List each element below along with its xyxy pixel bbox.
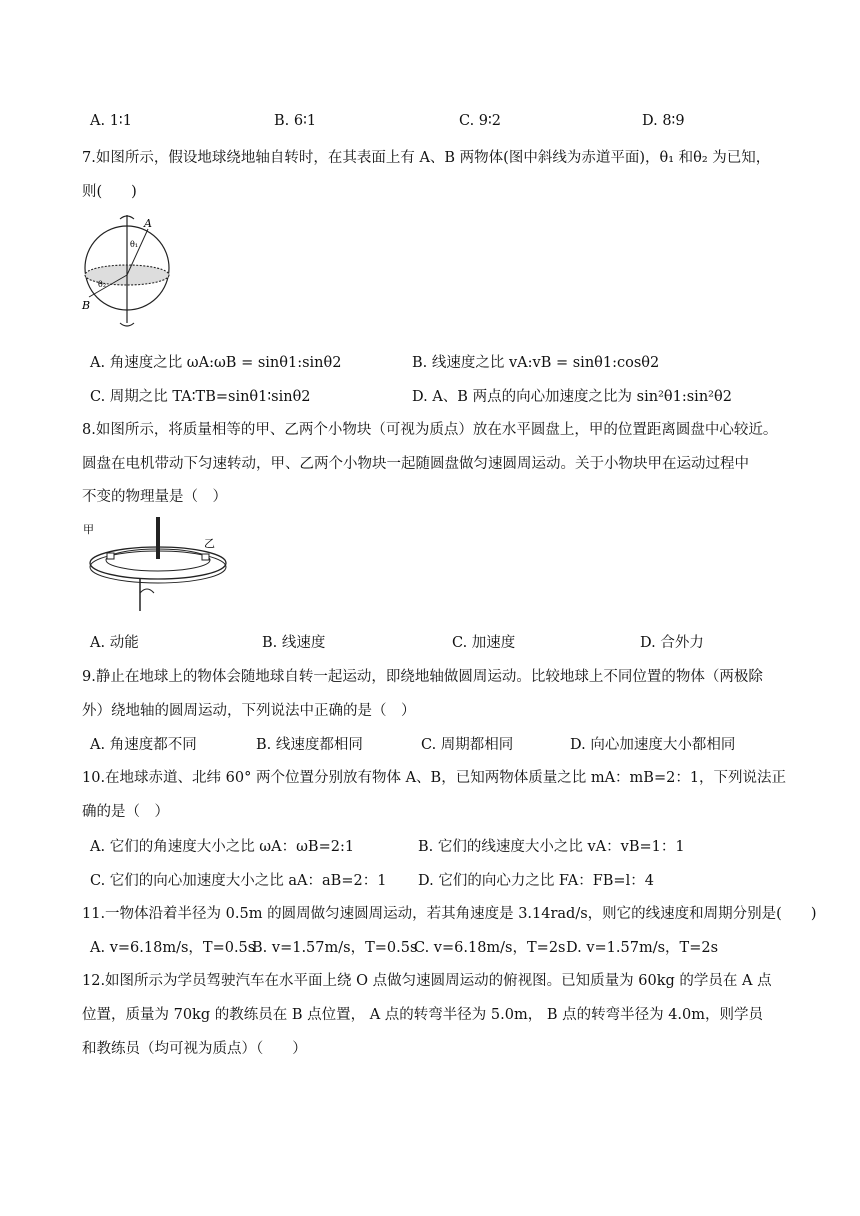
q8-fig-label-yi: 乙 bbox=[204, 537, 215, 550]
q6-option-c: C. 9∶2 bbox=[459, 113, 502, 129]
q7-option-a: A. 角速度之比 ωA:ωB = sinθ1:sinθ2 bbox=[90, 355, 342, 371]
q8-option-c: C. 加速度 bbox=[452, 635, 516, 651]
q8-turntable-figure bbox=[80, 513, 230, 613]
q9-option-d: D. 向心加速度大小都相同 bbox=[570, 737, 736, 753]
q8-fig-label-jia: 甲 bbox=[83, 523, 94, 536]
q6-option-d: D. 8∶9 bbox=[642, 113, 685, 129]
q7-option-d: D. A、B 两点的向心加速度之比为 sin²θ1:sin²θ2 bbox=[412, 389, 732, 405]
q7-stem-line2: 则( ) bbox=[82, 184, 137, 200]
q8-stem-line1: 8.如图所示，将质量相等的甲、乙两个小物块（可视为质点）放在水平圆盘上，甲的位置距离圆盘中心较近。 bbox=[82, 422, 778, 438]
q8-option-a: A. 动能 bbox=[90, 635, 139, 651]
q10-option-d: D. 它们的向心力之比 FA：FB=l：4 bbox=[418, 873, 654, 889]
q7-earth-figure bbox=[80, 205, 180, 330]
q10-stem-line2: 确的是（ ） bbox=[82, 804, 169, 820]
q7-option-c: C. 周期之比 TA∶TB=sinθ1∶sinθ2 bbox=[90, 389, 311, 405]
q7-fig-label-theta2: θ₂ bbox=[98, 280, 107, 289]
q10-option-a: A. 它们的角速度大小之比 ωA：ωB=2:1 bbox=[90, 839, 355, 855]
q11-option-a: A. v=6.18m/s，T=0.5s bbox=[90, 940, 256, 956]
q6-option-a: A. 1∶1 bbox=[90, 113, 132, 129]
q12-stem-line1: 12.如图所示为学员驾驶汽车在水平面上绕 O 点做匀速圆周运动的俯视图。已知质量为 60kg 的学员在 A 点 bbox=[82, 973, 772, 989]
q11-option-c: C. v=6.18m/s，T=2s bbox=[414, 940, 566, 956]
q7-fig-label-a: A bbox=[144, 217, 152, 230]
q12-stem-line3: 和教练员（均可视为质点）（ ） bbox=[82, 1041, 307, 1057]
q9-option-a: A. 角速度都不同 bbox=[90, 737, 197, 753]
q7-fig-label-theta1: θ₁ bbox=[130, 240, 139, 249]
q8-option-b: B. 线速度 bbox=[262, 635, 326, 651]
q8-option-d: D. 合外力 bbox=[640, 635, 704, 651]
q9-option-b: B. 线速度都相同 bbox=[256, 737, 363, 753]
q9-stem-line1: 9.静止在地球上的物体会随地球自转一起运动，即绕地轴做圆周运动。比较地球上不同位置的物体（两极除 bbox=[82, 669, 763, 685]
q7-stem-line1: 7.如图所示，假设地球绕地轴自转时，在其表面上有 A、B 两物体(图中斜线为赤道平面)，θ₁ 和θ₂ 为已知， bbox=[82, 150, 771, 166]
q11-option-b: B. v=1.57m/s，T=0.5s bbox=[252, 940, 418, 956]
q8-stem-line2: 圆盘在电机带动下匀速转动，甲、乙两个小物块一起随圆盘做匀速圆周运动。关于小物块甲在运动过程中 bbox=[82, 456, 749, 472]
q10-option-b: B. 它们的线速度大小之比 vA：vB=1：1 bbox=[418, 839, 685, 855]
q8-stem-line3: 不变的物理量是（ ） bbox=[82, 489, 227, 505]
q6-option-b: B. 6∶1 bbox=[274, 113, 317, 129]
q7-fig-label-b: B bbox=[82, 299, 91, 312]
q9-stem-line2: 外）绕地轴的圆周运动，下列说法中正确的是（ ） bbox=[82, 703, 416, 719]
q9-option-c: C. 周期都相同 bbox=[421, 737, 514, 753]
q10-option-c: C. 它们的向心加速度大小之比 aA：aB=2：1 bbox=[90, 873, 387, 889]
q11-stem: 11.一物体沿着半径为 0.5m 的圆周做匀速圆周运动，若其角速度是 3.14rad/s，则它的线速度和周期分别是( ) bbox=[82, 906, 817, 922]
q7-option-b: B. 线速度之比 vA:vB = sinθ1:cosθ2 bbox=[412, 355, 660, 371]
q12-stem-line2: 位置，质量为 70kg 的教练员在 B 点位置， A 点的转弯半径为 5.0m， B 点的转弯半径为 4.0m，则学员 bbox=[82, 1007, 764, 1023]
q10-stem-line1: 10.在地球赤道、北纬 60° 两个位置分别放有物体 A、B，已知两物体质量之比 mA：mB=2：1，下列说法正 bbox=[82, 770, 787, 786]
q11-option-d: D. v=1.57m/s，T=2s bbox=[566, 940, 719, 956]
